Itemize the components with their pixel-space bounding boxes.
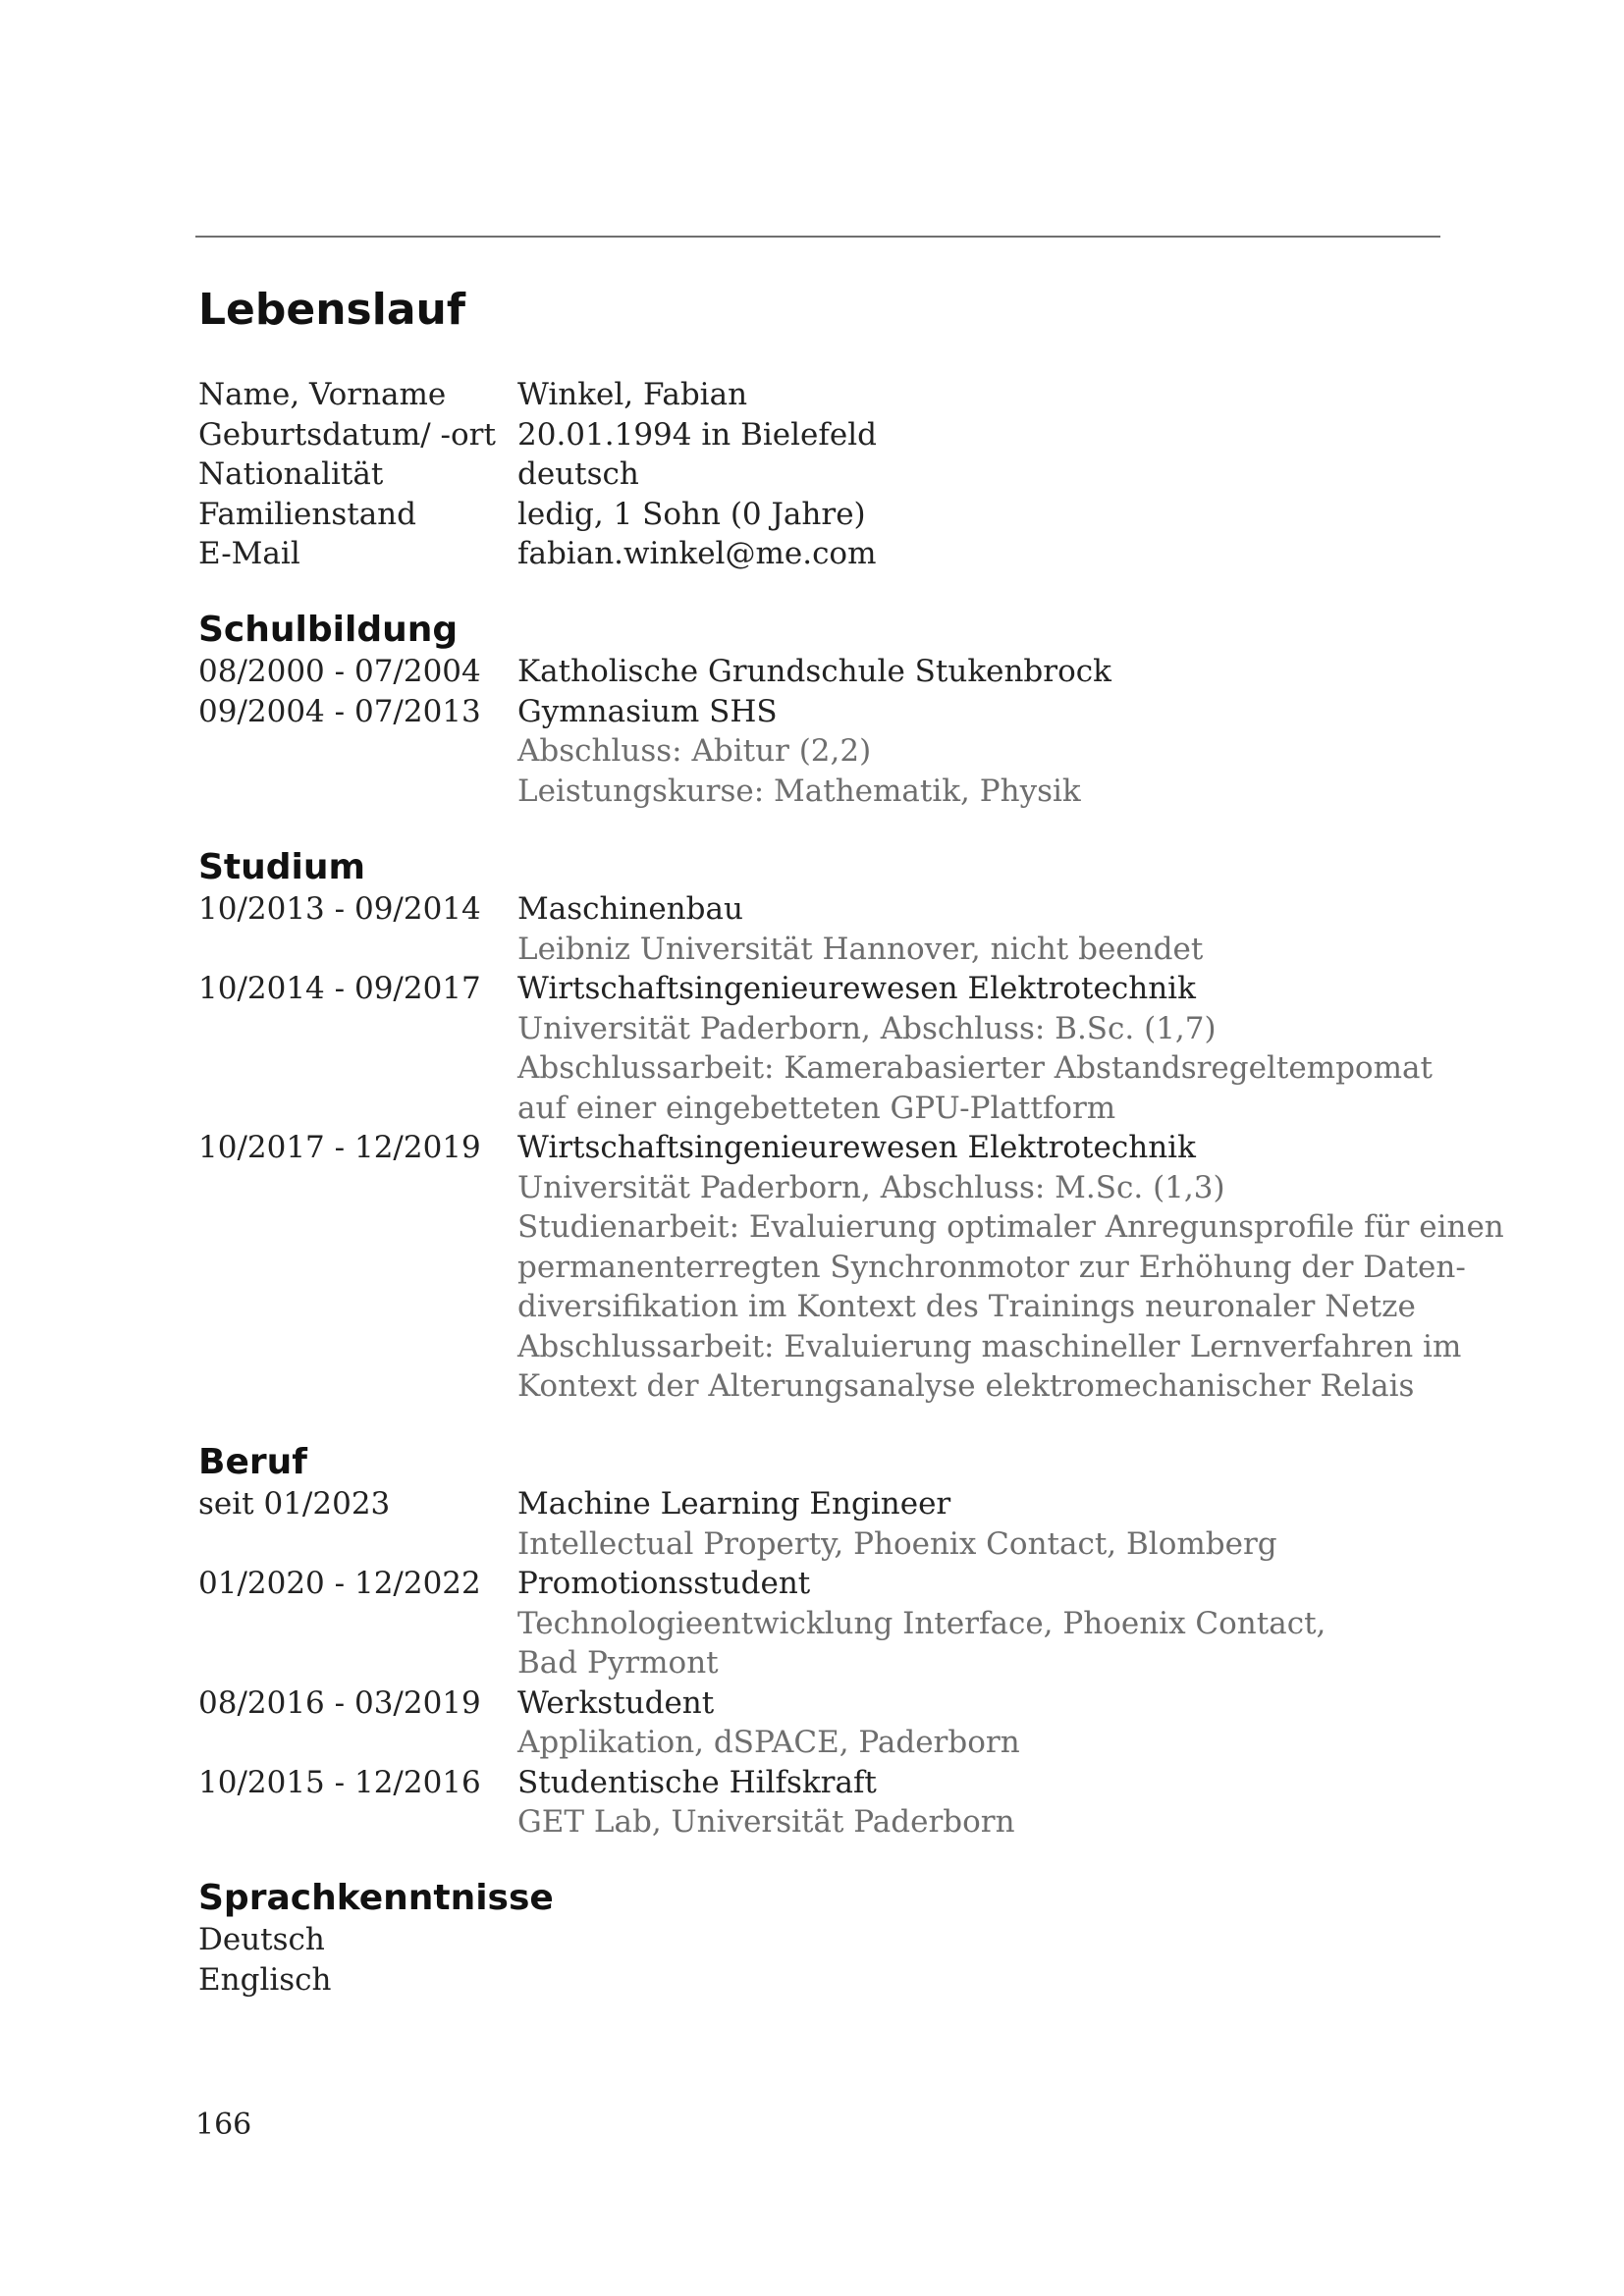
header-rule <box>195 236 1440 238</box>
entry-detail-row <box>198 1604 1435 1644</box>
entry-detail-row <box>198 772 1435 812</box>
entry-title: Promotionsstudent <box>517 1566 811 1601</box>
entry-detail-row <box>198 1168 1435 1208</box>
section-heading: Beruf <box>198 1442 307 1482</box>
info-label: Name, Vorname <box>198 377 447 412</box>
entry-detail-row <box>198 1048 1435 1089</box>
language-item: Englisch <box>198 1961 332 1998</box>
entry-date: 08/2016 - 03/2019 <box>198 1684 481 1721</box>
entry-detail: GET Lab, Universität Paderborn <box>517 1804 1015 1840</box>
section-heading: Schulbildung <box>198 610 459 650</box>
entry-row <box>198 889 1435 930</box>
language-item: Deutsch <box>198 1922 325 1957</box>
entry-row <box>198 1128 1435 1168</box>
info-row <box>198 495 1435 535</box>
language-row <box>198 1920 1435 1960</box>
entry-title: Studentische Hilfskraft <box>517 1764 877 1800</box>
entry-row <box>198 1564 1435 1604</box>
entry-date: 01/2020 - 12/2022 <box>198 1566 481 1601</box>
entry-detail: Universität Paderborn, Abschluss: B.Sc. (1,7) <box>517 1010 1217 1046</box>
entry-detail-row <box>198 1723 1435 1763</box>
entry-row <box>198 692 1435 732</box>
entry-detail-row <box>198 1524 1435 1565</box>
entry-detail-row <box>198 1248 1466 1288</box>
entry-row <box>198 1683 1435 1724</box>
language-row <box>198 1960 1435 2001</box>
info-label: Geburtsdatum/ -ort <box>198 416 496 453</box>
entry-detail-row <box>198 1643 1435 1683</box>
entry-date: seit 01/2023 <box>198 1486 391 1522</box>
entry-detail: Bad Pyrmont <box>517 1645 719 1681</box>
entry-detail: Applikation, dSPACE, Paderborn <box>517 1725 1020 1760</box>
entry-row <box>198 652 1435 692</box>
entry-detail-row <box>198 1009 1435 1049</box>
section-beruf <box>198 1441 1435 1842</box>
info-row <box>198 415 1435 455</box>
page-number: 166 <box>195 2108 252 2142</box>
entry-detail: auf einer eingebetteten GPU-Plattform <box>517 1090 1116 1126</box>
entry-detail: permanenterregten Synchronmotor zur Erhöhung der Daten- <box>517 1249 1466 1285</box>
entry-date: 09/2004 - 07/2013 <box>198 693 481 729</box>
entry-title: Werkstudent <box>517 1684 715 1721</box>
entry-row <box>198 969 1435 1009</box>
entry-row <box>198 1484 1435 1524</box>
info-label: Familienstand <box>198 496 416 532</box>
personal-info <box>198 375 1435 574</box>
info-value: fabian.winkel@me.com <box>517 536 877 571</box>
entry-detail-row <box>198 1366 1435 1407</box>
entry-detail-row <box>198 1089 1435 1129</box>
entry-title: Wirtschaftsingenieurewesen Elektrotechnik <box>517 971 1196 1006</box>
info-label: Nationalität <box>198 456 384 492</box>
info-value: deutsch <box>517 456 639 492</box>
info-value: ledig, 1 Sohn (0 Jahre) <box>517 496 866 532</box>
entry-detail-row <box>198 731 1435 772</box>
entry-detail: diversifikation im Kontext des Trainings neuronaler Netze <box>517 1289 1416 1324</box>
entry-title: Wirtschaftsingenieurewesen Elektrotechnik <box>517 1130 1196 1165</box>
entry-date: 10/2013 - 09/2014 <box>198 891 481 927</box>
entry-detail-row <box>198 1287 1435 1327</box>
entry-detail: Leibniz Universität Hannover, nicht beendet <box>517 931 1204 967</box>
entry-detail: Abschluss: Abitur (2,2) <box>517 733 872 769</box>
entry-detail: Studienarbeit: Evaluierung optimaler Anregunsprofile für einen <box>517 1209 1504 1245</box>
entry-date: 10/2015 - 12/2016 <box>198 1764 481 1800</box>
page-title: Lebenslauf <box>198 285 465 335</box>
entry-detail-row <box>198 930 1435 970</box>
info-row <box>198 375 1435 415</box>
entry-detail: Leistungskurse: Mathematik, Physik <box>517 773 1081 809</box>
entry-row <box>198 1763 1435 1803</box>
info-row <box>198 454 1435 495</box>
entry-title: Gymnasium SHS <box>517 693 778 729</box>
entry-title: Machine Learning Engineer <box>517 1486 951 1522</box>
entry-date: 10/2017 - 12/2019 <box>198 1130 481 1165</box>
info-value: 20.01.1994 in Bielefeld <box>517 416 877 453</box>
entry-detail: Intellectual Property, Phoenix Contact, Blomberg <box>517 1525 1277 1562</box>
info-row <box>198 534 1435 574</box>
info-label: E-Mail <box>198 536 300 571</box>
entry-detail: Abschlussarbeit: Kamerabasierter Abstandsregeltempomat <box>517 1050 1433 1086</box>
entry-title: Maschinenbau <box>517 891 743 927</box>
info-value: Winkel, Fabian <box>517 377 748 412</box>
entry-detail: Universität Paderborn, Abschluss: M.Sc. (1,3) <box>517 1169 1225 1205</box>
entry-detail-row <box>198 1802 1435 1842</box>
entry-detail: Technologieentwicklung Interface, Phoenix Contact, <box>517 1605 1326 1641</box>
section-heading: Sprachkenntnisse <box>198 1878 554 1918</box>
section-sprachen <box>198 1877 1435 2000</box>
section-heading: Studium <box>198 847 366 887</box>
entry-detail: Kontext der Alterungsanalyse elektromechanischer Relais <box>517 1368 1415 1404</box>
entry-detail-row <box>198 1327 1462 1367</box>
section-schulbildung <box>198 609 1435 811</box>
entry-detail: Abschlussarbeit: Evaluierung maschineller Lernverfahren im <box>517 1328 1462 1364</box>
entry-detail-row <box>198 1207 1504 1248</box>
entry-date: 10/2014 - 09/2017 <box>198 971 481 1006</box>
entry-title: Katholische Grundschule Stukenbrock <box>517 654 1111 689</box>
entry-date: 08/2000 - 07/2004 <box>198 654 481 689</box>
section-studium <box>198 846 1504 1407</box>
